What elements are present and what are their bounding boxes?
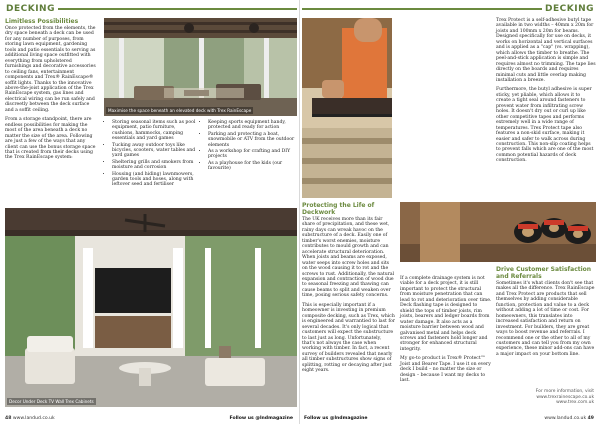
body-paragraph: The UK receives more than its fair share of precipitation, and these wet, rainy days can wreak havoc on the substructure of a deck. Easily one of timber's worst enemies, moisture contributes to mould growth and can accelerate structural deterioration. When joists and beams are exposed, water seeps into screw holes and sits on the wood causing it to rot and the screws to rust. Additionally, the natural expansion and contraction of wood due to seasonal freezing and thawing can cause beams to split and weaken over time, posing serious safety concerns. — [302, 217, 395, 299]
drive-column-text — [496, 266, 596, 357]
list-item: • Storing seasonal items such as pool equipment, patio furniture, cushions, hammocks, camping essentials and yard games — [112, 120, 198, 142]
tape-rolls-image — [400, 202, 596, 262]
footer-url[interactable]: www.landud.co.uk — [12, 416, 55, 421]
list-item: • As a workshop for crafting and DIY projects — [208, 149, 296, 160]
section-heading: Protecting the Life of Deckwork — [302, 202, 375, 216]
credit-link[interactable]: www.trex.com.uk — [556, 400, 594, 406]
tag-rule-left — [58, 8, 297, 10]
tape-application-image — [302, 18, 392, 198]
footer-right — [544, 416, 594, 421]
bullet-list-left — [104, 120, 198, 189]
tape-rolls-photo — [400, 202, 596, 262]
tape-column-text — [496, 18, 596, 164]
footer-left — [5, 416, 55, 421]
body-paragraph: Once protected from the elements, the dry space beneath a deck can be used for any number of purposes, from storing lawn equipment, gardening tools and patio essentials to serving as additional living space outfitted with everything from upholstered furnishings and decorative accessories to ceiling fans, entertainment components and Trex® RainEscape® soffit lights. Thanks to the innovative above-the-joist application of the Trex RainEscape system, gas lines and electrical wiring can be run safely and discreetly between the deck surface and a soffit ceiling. — [5, 26, 96, 113]
body-paragraph: This is especially important if a homeowner is investing in premium composite decking, such as Trex, which is engineered and warrantied to last for several decades. It's only logical that customers will expect the substructure to last just as long. Unfortunately, that's not always the case when working with timber. In fact, a recent survey of builders revealed that nearly all timber substructures show signs of splitting, rotting or decaying after just eight years. — [302, 302, 395, 374]
deck-living-room-image — [5, 208, 297, 407]
body-paragraph: Trex Protect is a self-adhesive butyl tape available in two widths – 40mm x 20m for joists and 100mm x 20m for beams. Designed specifically for use on decks, it works on horizontal and vertical surfaces and is applied as a "cap" (vs. wrapping), which allows the timber to breathe. The peel-and-stick application is simple and requires almost no trimming. The tape lies directly on the boards and requires minimal cuts and little overlap making installation a breeze. — [496, 18, 596, 83]
list-item: • Housing (and hiding) lawnmowers, garden tools and hoses, along with leftover seed and fertiliser — [112, 172, 198, 188]
list-item: • Parking and protecting a boat, snowmobile or ATV from the outdoor elements — [208, 132, 296, 148]
right-page — [300, 0, 600, 424]
tape-application-photo — [302, 18, 392, 198]
footer-follow[interactable]: Follow us @lndmagazine — [304, 416, 368, 421]
more-info-credit — [484, 389, 594, 406]
page-number: 49 — [587, 416, 594, 421]
photo-caption: Maximise the space beneath an elevated deck with Trex RainEscape — [108, 108, 252, 113]
body-paragraph: From a storage standpoint, there are endless possibilities for making the most of the area beneath a deck no matter the size of the area. Following are just a few of the ways that any client can use the bonus storage space that is created from their decks using the Trex RainEscape system: — [5, 117, 96, 161]
section-tag-left: DECKING — [6, 4, 55, 14]
under-deck-photo — [104, 18, 297, 116]
footer-url[interactable]: www.landud.co.uk — [544, 416, 587, 421]
page-number: 48 — [5, 416, 12, 421]
credit-line: For more information, visit — [535, 389, 594, 394]
footer-follow-right — [304, 416, 368, 421]
body-paragraph: My go-to product is Trex® Protect™ Joist and Bearer Tape. I use it on every deck I build – no matter the size or design – because I want my decks to last. — [400, 356, 491, 384]
left-column-text — [5, 18, 98, 161]
section-tag-right: DECKING — [545, 4, 594, 14]
footer-follow-left — [230, 416, 294, 421]
photo-caption: Decor Under Deck TV Wall Trex Cabinets — [9, 399, 94, 404]
section-heading: Drive Customer Satisfaction and Referrals — [496, 266, 592, 280]
list-item: • Keeping sports equipment handy, protected and ready for action — [208, 120, 296, 131]
list-item: • As a playhouse for the kids (our favourite) — [208, 161, 296, 172]
deck-living-room-photo — [5, 208, 297, 407]
body-paragraph: If a complete drainage system is not viable for a deck project, it is still important to protect the structural from moisture penetration that can lead to rot and deterioration over time. Deck flashing tape is designed to shield the tops of timber joists, rim joists, bearers and ledger boards from water damage. It also acts as a moisture barrier between wood and galvanised metal and helps deck screws and fasteners hold longer and stronger for enhanced structural integrity. — [400, 276, 492, 352]
protect-column-text — [302, 202, 395, 374]
drainage-column-text — [400, 276, 492, 384]
section-heading: Limitless Possibilities — [5, 18, 79, 25]
list-item: • Sheltering grills and smokers from moisture and corrosion — [112, 160, 198, 171]
under-deck-photo-image — [104, 18, 297, 116]
credit-link[interactable]: www.trexrainescape.co.uk — [536, 394, 594, 400]
tag-rule-right — [302, 8, 542, 10]
bullet-list-right — [200, 120, 296, 173]
body-paragraph: Sometimes it's what clients don't see that makes all the difference. Trex RainEscape and Trex Protect are products that sell themselves by adding considerable function, protection and value to a deck without adding a lot of time or cost. For homeowners, this translates into increased satisfaction and return on investment. For builders, they are great ways to boost revenue and referrals. I recommend one or the other to all of my customers and can tell you from my own experience, these minor add-ons can have a major impact on your bottom line. — [496, 281, 595, 357]
list-item: • Tucking away outdoor toys like bicycles, scooters, water tables and yard games — [112, 143, 198, 159]
footer-follow[interactable]: Follow us @lndmagazine — [229, 416, 293, 421]
body-paragraph: Furthermore, the butyl adhesive is super sticky, yet pliable, which allows it to create a tight seal around fasteners to prevent water from infiltrating screw holes. It doesn't dry out or curl up like other competitive tapes and performs extremely well in a wide range of temperatures. Trex Protect tape also features a non-skid surface, making it easier and safer to walk across during construction. This non-slip coating helps to prevent falls which are one of the most common potential hazards of deck construction. — [496, 87, 594, 164]
